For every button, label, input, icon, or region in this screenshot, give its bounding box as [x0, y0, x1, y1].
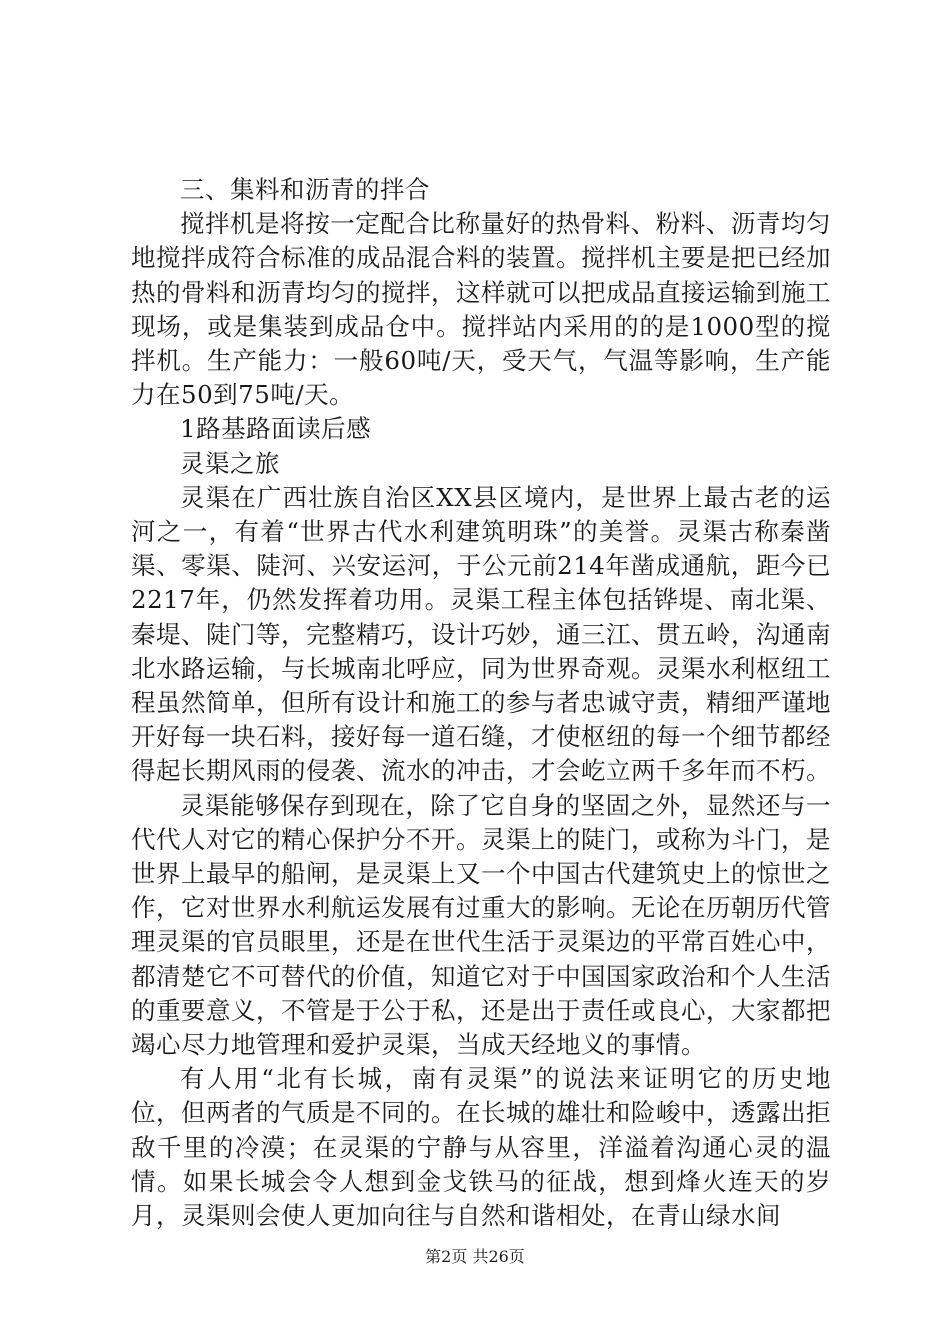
paragraph: 灵渠在广西壮族自治区XX县区境内，是世界上最古老的运河之一，有着“世界古代水利建筑明珠”的美誉。灵渠古称秦凿渠、零渠、陡河、兴安运河，于公元前214年凿成通航，距今已2217年，仍然发挥着功用。灵渠工程主体包括铧堤、南北渠、秦堤、陡门等，完整精巧，设计巧妙，通三江、贯五岭，沟通南北水路运输，与长城南北呼应，同为世界奇观。灵渠水利枢纽工程虽然简单，但所有设计和施工的参与者忠诚守责，精细严谨地开好每一块石料，接好每一道石缝，才使枢纽的每一个细节都经得起长期风雨的侵袭、流水的冲击，才会屹立两千多年而不朽。 [131, 482, 831, 786]
paragraph-title: 灵渠之旅 [180, 448, 280, 478]
section-heading: 三、集料和沥青的拌合 [180, 175, 430, 204]
page-footer: 第2页 共26页 [425, 1247, 525, 1266]
paragraph: 灵渠能够保存到现在，除了它自身的坚固之外，显然还与一代代人对它的精心保护分不开。灵渠上的陡门，或称为斗门，是世界上最早的船闸，是灵渠上又一个中国古代建筑史上的惊世之作，它对世界水利航运发展有过重大的影响。无论在历朝历代管理灵渠的官员眼里，还是在世代生活于灵渠边的平常百姓心中，都清楚它不可替代的价值，知道它对于中国国家政治和个人生活的重要意义，不管是于公于私，还是出于责任或良心，大家都把竭心尽力地管理和爱护灵渠，当成天经地义的事情。 [131, 790, 831, 1060]
paragraph: 有人用“北有长城，南有灵渠”的说法来证明它的历史地位，但两者的气质是不同的。在长城的雄壮和险峻中，透露出拒敌千里的冷漠；在灵渠的宁静与从容里，洋溢着沟通心灵的温情。如果长城会令人想到金戈铁马的征战，想到烽火连天的岁月，灵渠则会使人更加向往与自然和谐相处，在青山绿水间 [131, 1064, 831, 1231]
document-body [131, 173, 831, 1233]
paragraph-mixer: 搅拌机是将按一定配合比称量好的热骨料、粉料、沥青均匀地搅拌成符合标准的成品混合料的装置。搅拌机主要是把已经加热的骨料和沥青均匀的搅拌，这样就可以把成品直接运输到施工现场，或是集装到成品仓中。搅拌站内采用的的是1000型的搅拌机。生产能力：一般60吨/天，受天气，气温等影响，生产能力在50到75吨/天。 [131, 209, 831, 410]
paragraph-title: 1路基路面读后感 [180, 414, 372, 444]
